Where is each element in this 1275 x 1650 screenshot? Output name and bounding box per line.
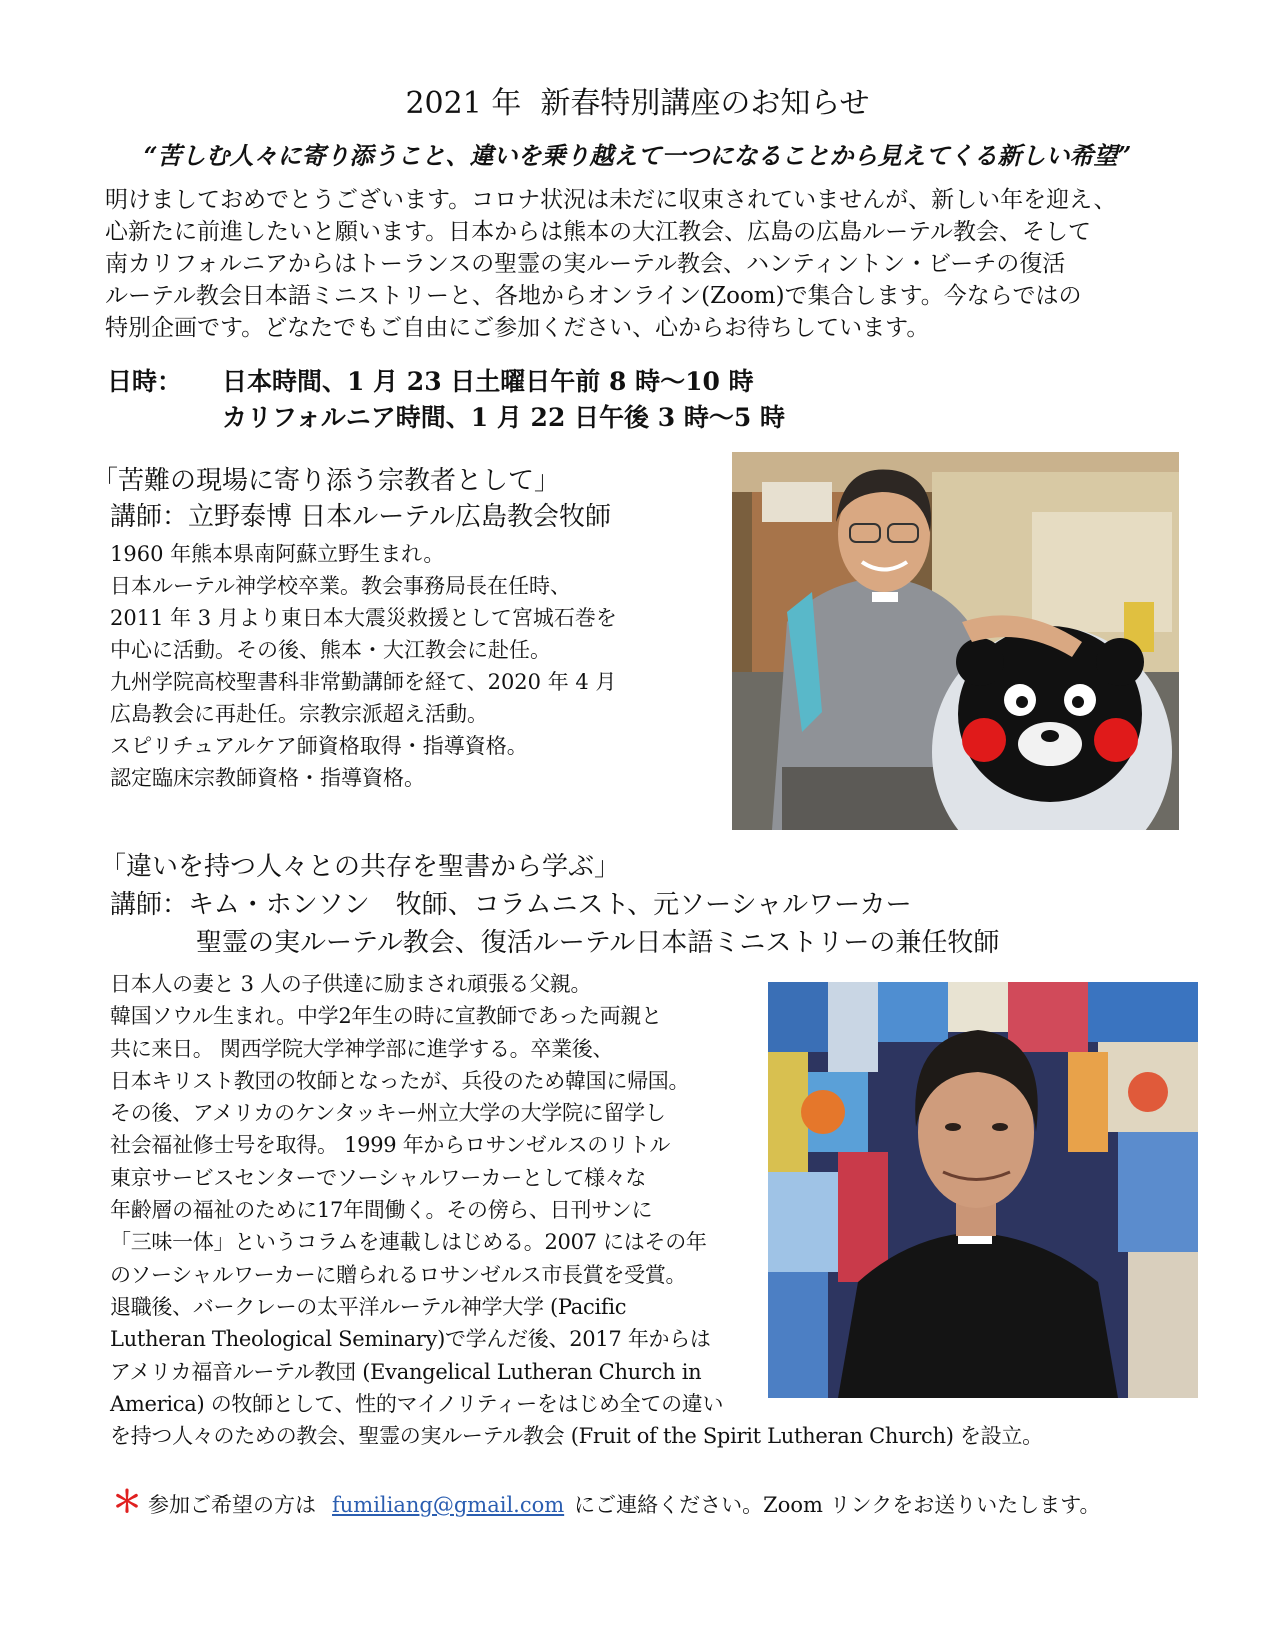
intro-line: 心新たに前進したいと願います。日本からは熊本の大江教会、広島の広島ルーテル教会、そして <box>105 219 1092 245</box>
bio-line: 中心に活動。その後、熊本・大江教会に赴任。 <box>110 638 551 662</box>
contact-suffix: にご連絡ください。Zoom リンクをお送りいたします。 <box>574 1493 1101 1517</box>
bio-line: スピリチュアルケア師資格取得・指導資格。 <box>110 734 528 758</box>
bio-line: アメリカ福音ルーテル教団 (Evangelical Lutheran Church in <box>110 1359 702 1384</box>
intro-line: 南カリフォルニアからはトーランスの聖霊の実ルーテル教会、ハンティントン・ビーチの復活 <box>105 251 1066 277</box>
bio-line: 共に来日。 関西学院大学神学部に進学する。卒業後、 <box>110 1036 614 1061</box>
bio-line: 「三味一体」というコラムを連載しはじめる。2007 にはその年 <box>110 1230 707 1255</box>
bio-line: Lutheran Theological Seminary)で学んだ後、2017 年からは <box>110 1327 711 1352</box>
intro-line: ルーテル教会日本語ミニストリーと、各地からオンライン(Zoom)で集合します。今ならではの <box>105 283 1082 309</box>
bio-line: を持つ人々のための教会、聖霊の実ルーテル教会 (Fruit of the Spirit Lutheran Church) を設立。 <box>110 1424 1043 1449</box>
lecture1-title: 「苦難の現場に寄り添う宗教者として」 <box>92 466 561 496</box>
bio-line: その後、アメリカのケンタッキー州立大学の大学院に留学し <box>110 1101 666 1126</box>
intro-line: 明けましておめでとうございます。コロナ状況は未だに収束されていませんが、新しい年を迎え、 <box>105 187 1117 213</box>
lecture1-bio <box>110 538 617 794</box>
contact-prefix: 参加ご希望の方は <box>148 1493 316 1517</box>
page-title: 2021 年 新春特別講座のお知らせ <box>405 86 870 121</box>
datetime-label: 日時： <box>107 367 183 396</box>
contact-line <box>112 1485 1101 1520</box>
bio-line: 広島教会に再赴任。宗教宗派超え活動。 <box>110 702 488 726</box>
bio-line: 社会福祉修士号を取得。 1999 年からロサンゼルスのリトル <box>110 1133 671 1158</box>
bio-line: 認定臨床宗教師資格・指導資格。 <box>110 766 425 790</box>
bio-line: 日本ルーテル神学校卒業。教会事務局長在任時、 <box>110 574 571 598</box>
speaker2-photo <box>768 982 1198 1398</box>
intro-paragraph <box>105 184 1205 344</box>
bio-line: のソーシャルワーカーに贈られるロサンゼルス市長賞を受賞。 <box>110 1262 687 1287</box>
bio-line: 九州学院高校聖書科非常勤講師を経て、2020 年 4 月 <box>110 670 617 694</box>
intro-line: 特別企画です。どなたでもご自由にご参加ください、心からお待ちしています。 <box>105 315 930 341</box>
datetime-japan: 日本時間、1 月 23 日土曜日午前 8 時～10 時 <box>222 367 754 396</box>
asterisk-icon: ＊ <box>112 1485 142 1520</box>
bio-line: 日本人の妻と 3 人の子供達に励まされ頑張る父親。 <box>110 972 592 996</box>
lecture2-speaker-role: 聖霊の実ルーテル教会、復活ルーテル日本語ミニストリーの兼任牧師 <box>196 928 1000 958</box>
bio-line: 東京サービスセンターでソーシャルワーカーとして様々な <box>110 1165 647 1190</box>
bio-line: 退職後、バークレーの太平洋ルーテル神学大学 (Pacific <box>110 1294 627 1319</box>
bio-line: 年齢層の福祉のために17年間働く。その傍ら、日刊サンに <box>110 1198 653 1223</box>
speaker1-photo <box>732 452 1179 830</box>
bio-line: 日本キリスト教団の牧師となったが、兵役のため韓国に帰国。 <box>110 1068 690 1093</box>
lecture2-title: 「違いを持つ人々との共存を聖書から学ぶ」 <box>100 852 621 882</box>
lecture2-speaker: 講師：キム・ホンソン 牧師、コラムニスト、元ソーシャルワーカー <box>110 890 912 920</box>
lecture1-speaker: 講師：立野泰博 日本ルーテル広島教会牧師 <box>110 502 611 532</box>
bio-line: 1960 年熊本県南阿蘇立野生まれ。 <box>110 542 445 566</box>
bio-line: 2011 年 3 月より東日本大震災救援として宮城石巻を <box>110 606 617 630</box>
event-theme: “苦しむ人々に寄り添うこと、違いを乗り越えて一つになることから見えてくる新しい希望” <box>143 141 1132 170</box>
bio-line: 韓国ソウル生まれ。中学2年生の時に宣教師であった両親と <box>110 1004 662 1029</box>
bio-line: America) の牧師として、性的マイノリティーをはじめ全ての違い <box>110 1391 724 1416</box>
datetime-california: カリフォルニア時間、1 月 22 日午後 3 時～5 時 <box>222 403 785 432</box>
email-link[interactable]: fumiliang@gmail.com <box>332 1493 565 1517</box>
